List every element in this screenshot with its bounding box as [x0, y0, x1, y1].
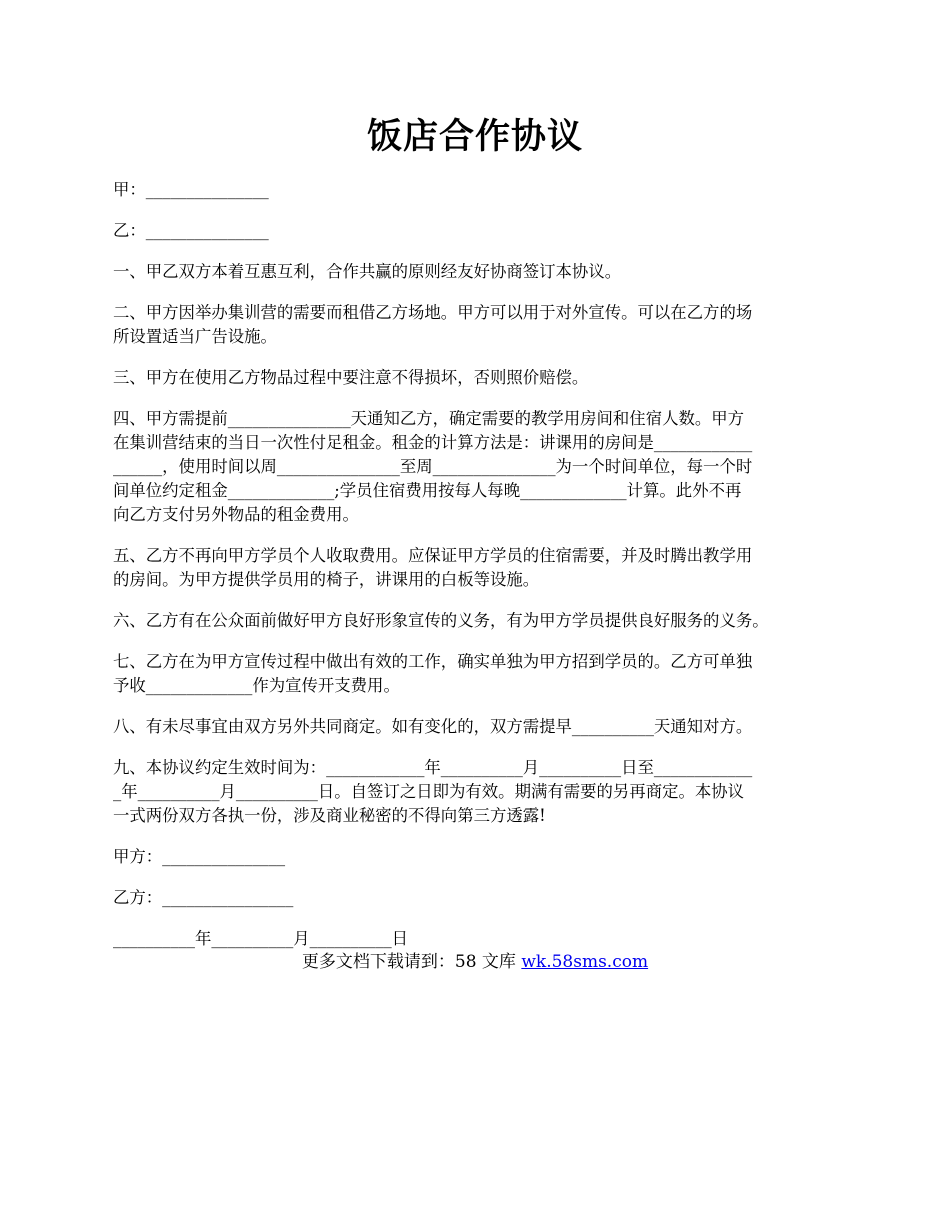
clause-paragraph — [113, 407, 853, 527]
footer-text: 更多文档下载请到：58 文库 — [301, 952, 522, 972]
clause-line: 所设置适当广告设施。 — [113, 327, 277, 346]
clause-line: 一、甲乙双方本着互惠互利，合作共赢的原则经友好协商签订本协议。 — [113, 262, 622, 281]
clause-line: __________年__________月__________日 — [113, 929, 409, 948]
clause-line: 的房间。为甲方提供学员用的椅子，讲课用的白板等设施。 — [113, 570, 540, 589]
clause-line: ______，使用时间以周_______________至周_______________为一个时间单位，每一个时 — [113, 457, 753, 476]
clause-line: 在集训营结束的当日一次性付足租金。租金的计算方法是：讲课用的房间是____________ — [113, 433, 753, 452]
clause-line: 二、甲方因举办集训营的需要而租借乙方场地。甲方可以用于对外宣传。可以在乙方的场 — [113, 303, 753, 322]
clause-paragraph — [113, 366, 853, 390]
clause-line: 甲方：_______________ — [113, 847, 286, 866]
clause-paragraph — [113, 260, 853, 284]
document-body — [113, 178, 853, 968]
clause-paragraph — [113, 650, 853, 698]
clause-paragraph — [113, 609, 853, 633]
clause-line: 七、乙方在为甲方宣传过程中做出有效的工作，确实单独为甲方招到学员的。乙方可单独 — [113, 652, 753, 671]
clause-line: 向乙方支付另外物品的租金费用。 — [113, 505, 359, 524]
clause-line: _年__________月__________日。自签订之日即为有效。期满有需要的另再商定。本协议 — [113, 782, 745, 801]
footer — [0, 950, 950, 974]
clause-paragraph — [113, 927, 853, 951]
clause-paragraph — [113, 219, 853, 243]
clause-paragraph — [113, 301, 853, 349]
clause-line: 予收_____________作为宣传开支费用。 — [113, 676, 400, 695]
clause-line: 三、甲方在使用乙方物品过程中要注意不得损坏，否则照价赔偿。 — [113, 368, 589, 387]
clause-paragraph — [113, 178, 853, 202]
clause-line: 一式两份双方各执一份，涉及商业秘密的不得向第三方透露! — [113, 806, 546, 825]
clause-paragraph — [113, 886, 853, 910]
clause-paragraph — [113, 544, 853, 592]
clause-line: 九、本协议约定生效时间为：____________年__________月__________日至____________ — [113, 758, 753, 777]
clause-line: 甲：_______________ — [113, 180, 269, 199]
clause-line: 六、乙方有在公众面前做好甲方良好形象宣传的义务，有为甲方学员提供良好服务的义务。 — [113, 611, 769, 630]
document-title: 饭店合作协议 — [366, 116, 583, 157]
clause-line: 五、乙方不再向甲方学员个人收取费用。应保证甲方学员的住宿需要，并及时腾出教学用 — [113, 546, 753, 565]
clause-line: 乙方：________________ — [113, 888, 294, 907]
clause-paragraph — [113, 756, 853, 828]
clause-paragraph — [113, 845, 853, 869]
clause-line: 八、有未尽事宜由双方另外共同商定。如有变化的，双方需提早__________天通知对方。 — [113, 717, 753, 736]
clause-line: 四、甲方需提前_______________天通知乙方，确定需要的教学用房间和住宿人数。甲方 — [113, 409, 745, 428]
clause-line: 乙：_______________ — [113, 221, 269, 240]
footer-link[interactable]: wk.58sms.com — [521, 952, 649, 972]
clause-line: 间单位约定租金_____________;学员住宿费用按每人每晚_____________计算。此外不再 — [113, 481, 742, 500]
clause-paragraph — [113, 715, 853, 739]
